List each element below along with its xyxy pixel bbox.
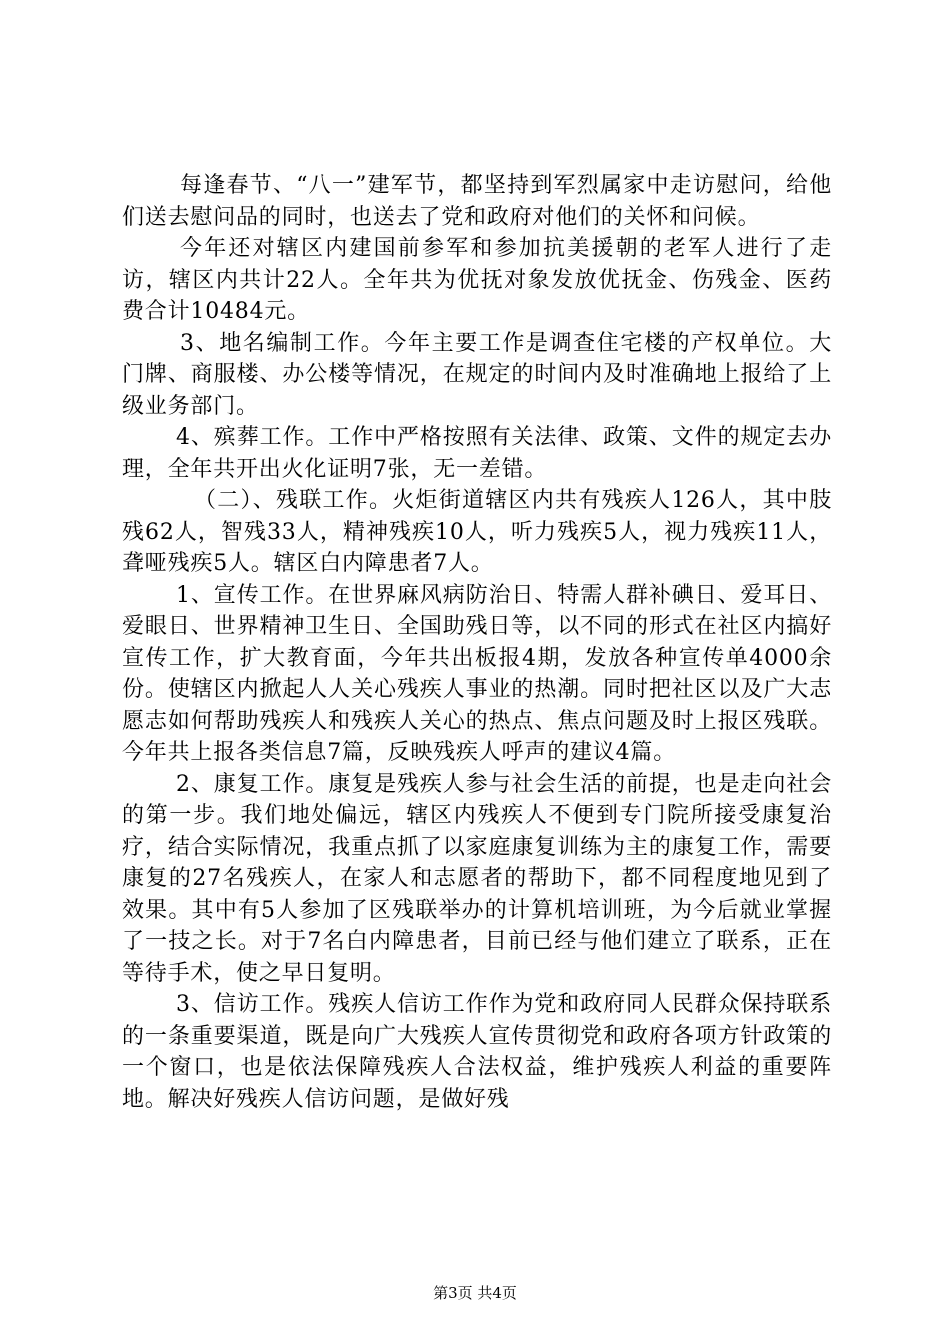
document-body bbox=[122, 170, 832, 1115]
paragraph: 4、殡葬工作。工作中严格按照有关法律、政策、文件的规定去办理，全年共开出火化证明7张，无一差错。 bbox=[122, 425, 832, 482]
paragraph: （二）、残联工作。火炬街道辖区内共有残疾人126人，其中肢残62人，智残33人，精神残疾10人，听力残疾5人，视力残疾11人，聋哑残疾5人。辖区白内障患者7人。 bbox=[122, 488, 832, 576]
paragraph: 1、宣传工作。在世界麻风病防治日、特需人群补碘日、爱耳日、爱眼日、世界精神卫生日、全国助残日等，以不同的形式在社区内搞好宣传工作，扩大教育面，今年共出板报4期，发放各种宣传单4000余份。使辖区内掀起人人关心残疾人事业的热潮。同时把社区以及广大志愿志如何帮助残疾人和残疾人关心的热点、焦点问题及时上报区残联。今年共上报各类信息7篇，反映残疾人呼声的建议4篇。 bbox=[122, 582, 832, 765]
paragraph: 3、地名编制工作。今年主要工作是调查住宅楼的产权单位。大门牌、商服楼、办公楼等情况，在规定的时间内及时准确地上报给了上级业务部门。 bbox=[122, 330, 832, 419]
paragraph: 每逢春节、“八一”建军节，都坚持到军烈属家中走访慰问，给他们送去慰问品的同时，也送去了党和政府对他们的关怀和问候。 bbox=[122, 173, 832, 230]
paragraph: 3、信访工作。残疾人信访工作作为党和政府同人民群众保持联系的一条重要渠道，既是向广大残疾人宣传贯彻党和政府各项方针政策的一个窗口，也是依法保障残疾人合法权益，维护残疾人利益的重要阵地。解决好残疾人信访问题，是做好残 bbox=[122, 992, 832, 1112]
paragraph: 2、康复工作。康复是残疾人参与社会生活的前提，也是走向社会的第一步。我们地处偏远，辖区内残疾人不便到专门院所接受康复治疗，结合实际情况，我重点抓了以家庭康复训练为主的康复工作，需要康复的27名残疾人，在家人和志愿者的帮助下，都不同程度地见到了效果。其中有5人参加了区残联举办的计算机培训班，为今后就业掌握了一技之长。对于7名白内障患者，目前已经与他们建立了联系，正在等待手术，使之早日复明。 bbox=[122, 771, 832, 986]
page-footer: 第3页 共4页 bbox=[433, 1284, 517, 1302]
paragraph: 今年还对辖区内建国前参军和参加抗美援朝的老军人进行了走访，辖区内共计22人。全年共为优抚对象发放优抚金、伤残金、医药费合计10484元。 bbox=[122, 236, 832, 324]
